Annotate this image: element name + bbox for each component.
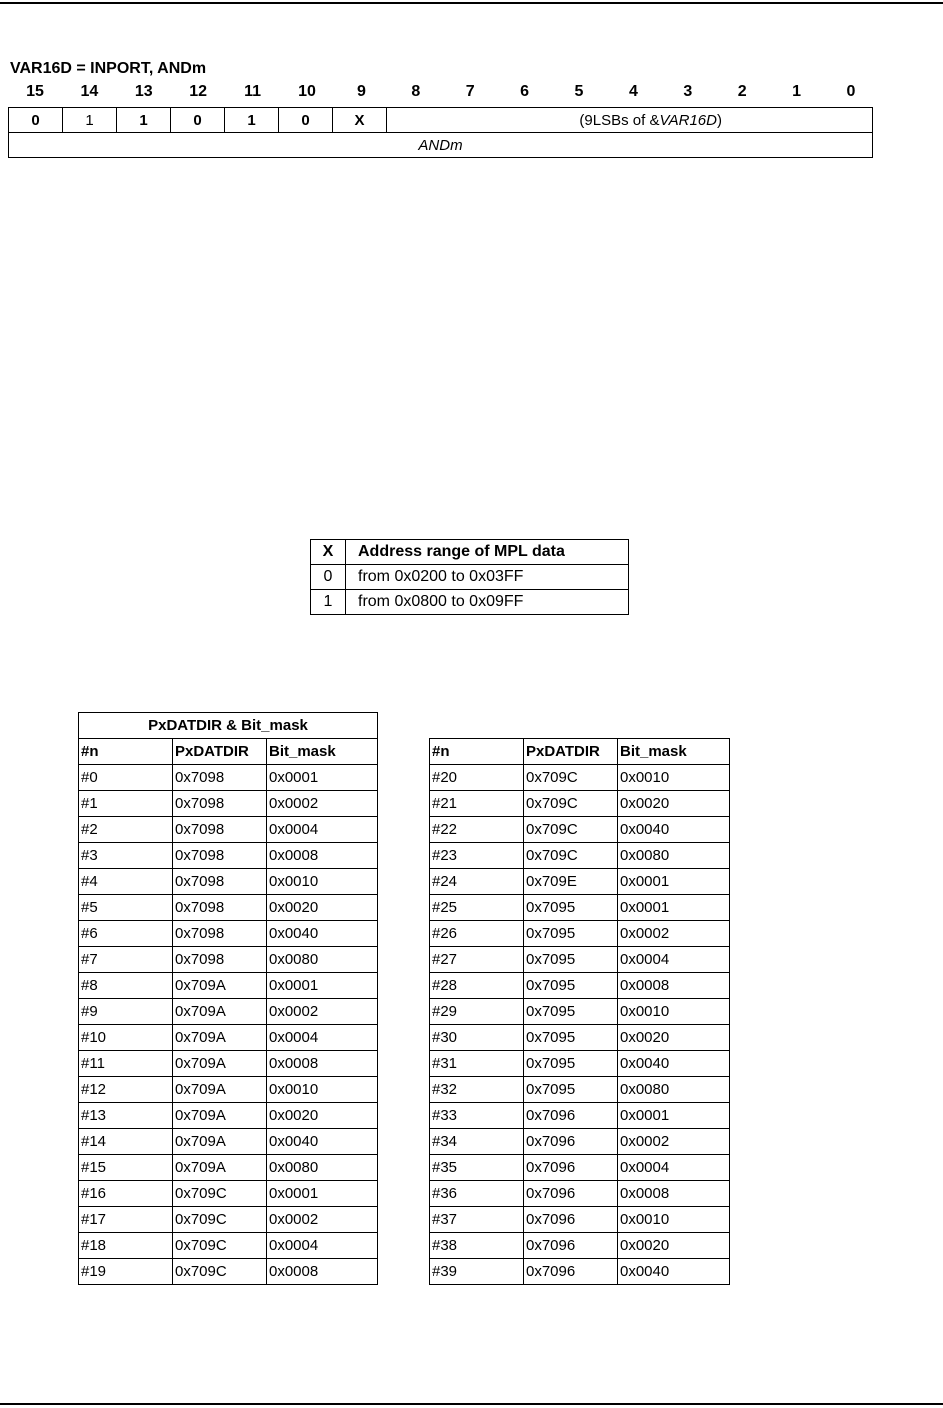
- cell-n: #12: [79, 1077, 173, 1103]
- cell-pxdatdir: 0x709C: [173, 1207, 267, 1233]
- cell-pxdatdir: 0x7095: [524, 1051, 618, 1077]
- cell-bit-mask: 0x0020: [618, 1025, 730, 1051]
- address-range: from 0x0800 to 0x09FF: [346, 590, 629, 615]
- cell-n: #20: [430, 765, 524, 791]
- pxdatdir-right-body: [430, 765, 730, 1285]
- header-bit-mask: Bit_mask: [267, 739, 378, 765]
- cell-n: #6: [79, 921, 173, 947]
- table-row: [79, 1051, 378, 1077]
- cell-n: #29: [430, 999, 524, 1025]
- cell-n: #31: [430, 1051, 524, 1077]
- bit-number: 2: [737, 83, 747, 100]
- table-row: [430, 1051, 730, 1077]
- cell-n: #10: [79, 1025, 173, 1051]
- andm-word: ANDm: [9, 133, 873, 158]
- table-header-row: [430, 739, 730, 765]
- cell-n: #18: [79, 1233, 173, 1259]
- cell-n: #13: [79, 1103, 173, 1129]
- cell-bit-mask: 0x0020: [618, 791, 730, 817]
- bit-number: 9: [356, 83, 366, 100]
- cell-bit-mask: 0x0080: [267, 1155, 378, 1181]
- cell-n: #25: [430, 895, 524, 921]
- cell-bit-mask: 0x0040: [267, 1129, 378, 1155]
- cell-pxdatdir: 0x709A: [173, 1103, 267, 1129]
- cell-pxdatdir: 0x7096: [524, 1103, 618, 1129]
- cell-pxdatdir: 0x7095: [524, 999, 618, 1025]
- cell-bit-mask: 0x0010: [618, 999, 730, 1025]
- table-header-row: [79, 739, 378, 765]
- cell-pxdatdir: 0x709C: [524, 765, 618, 791]
- cell-n: #36: [430, 1181, 524, 1207]
- cell-bit-mask: 0x0001: [267, 1181, 378, 1207]
- cell-bit-mask: 0x0001: [618, 895, 730, 921]
- cell-n: #32: [430, 1077, 524, 1103]
- opcode-word: [9, 108, 873, 133]
- cell-bit-mask: 0x0040: [618, 817, 730, 843]
- cell-pxdatdir: 0x7098: [173, 895, 267, 921]
- table-row: [430, 1207, 730, 1233]
- bit-number: 3: [683, 83, 693, 100]
- bit-number: 8: [411, 83, 421, 100]
- cell-n: #2: [79, 817, 173, 843]
- cell-pxdatdir: 0x7096: [524, 1129, 618, 1155]
- table-row: [430, 895, 730, 921]
- cell-n: #7: [79, 947, 173, 973]
- table-row: [430, 1181, 730, 1207]
- bit-number: 0: [846, 83, 856, 100]
- cell-bit-mask: 0x0080: [267, 947, 378, 973]
- cell-pxdatdir: 0x709C: [524, 791, 618, 817]
- cell-bit-mask: 0x0002: [267, 791, 378, 817]
- cell-pxdatdir: 0x7095: [524, 921, 618, 947]
- table-row: [79, 1077, 378, 1103]
- cell-pxdatdir: 0x709C: [173, 1259, 267, 1285]
- cell-bit-mask: 0x0002: [618, 921, 730, 947]
- x-table-header: [311, 540, 629, 565]
- table-row: [430, 817, 730, 843]
- cell-bit-mask: 0x0002: [618, 1129, 730, 1155]
- cell-pxdatdir: 0x709A: [173, 1025, 267, 1051]
- cell-pxdatdir: 0x709A: [173, 1129, 267, 1155]
- cell-pxdatdir: 0x7096: [524, 1181, 618, 1207]
- table-row: [430, 1077, 730, 1103]
- bit-number-row: [8, 83, 873, 103]
- cell-n: #30: [430, 1025, 524, 1051]
- table-row: [430, 947, 730, 973]
- header-n: #n: [430, 739, 524, 765]
- table-caption: PxDATDIR & Bit_mask: [79, 713, 378, 739]
- table-row: [79, 999, 378, 1025]
- cell-n: #11: [79, 1051, 173, 1077]
- table-row: [79, 1207, 378, 1233]
- cell-bit-mask: 0x0008: [267, 843, 378, 869]
- cell-bit-mask: 0x0001: [267, 765, 378, 791]
- page-bottom-rule: [0, 1403, 943, 1405]
- table-row: [79, 1181, 378, 1207]
- cell-pxdatdir: 0x7098: [173, 921, 267, 947]
- cell-pxdatdir: 0x7095: [524, 973, 618, 999]
- second-word: [9, 133, 873, 158]
- table-row: [79, 765, 378, 791]
- cell-n: #1: [79, 791, 173, 817]
- cell-pxdatdir: 0x7098: [173, 843, 267, 869]
- bit-number: 14: [80, 83, 99, 100]
- opcode-bit-14: 1: [63, 108, 117, 133]
- address-field-var: VAR16D: [659, 111, 717, 129]
- cell-bit-mask: 0x0080: [618, 1077, 730, 1103]
- cell-bit-mask: 0x0010: [267, 869, 378, 895]
- x-address-range-table: [310, 539, 629, 615]
- cell-n: #23: [430, 843, 524, 869]
- cell-n: #16: [79, 1181, 173, 1207]
- bit-number: 6: [520, 83, 530, 100]
- cell-n: #5: [79, 895, 173, 921]
- address-range: from 0x0200 to 0x03FF: [346, 565, 629, 590]
- cell-n: #8: [79, 973, 173, 999]
- cell-bit-mask: 0x0004: [267, 817, 378, 843]
- table-row: [79, 1259, 378, 1285]
- table-row: [79, 921, 378, 947]
- cell-pxdatdir: 0x709C: [173, 1233, 267, 1259]
- cell-pxdatdir: 0x7096: [524, 1259, 618, 1285]
- bit-number: 4: [628, 83, 638, 100]
- table-row: [79, 843, 378, 869]
- table-row: [430, 1103, 730, 1129]
- cell-pxdatdir: 0x7095: [524, 1077, 618, 1103]
- cell-bit-mask: 0x0010: [618, 1207, 730, 1233]
- table-row: [430, 791, 730, 817]
- table-row: [79, 1155, 378, 1181]
- x-header-range: Address range of MPL data: [346, 540, 629, 565]
- cell-bit-mask: 0x0001: [618, 1103, 730, 1129]
- page-top-rule: [0, 2, 943, 4]
- table-row: [79, 1129, 378, 1155]
- header-pxdatdir: PxDATDIR: [524, 739, 618, 765]
- instruction-title: VAR16D = INPORT, ANDm: [10, 60, 207, 77]
- table-row: [430, 765, 730, 791]
- cell-pxdatdir: 0x7098: [173, 791, 267, 817]
- table-row: [79, 1233, 378, 1259]
- cell-pxdatdir: 0x709E: [524, 869, 618, 895]
- cell-bit-mask: 0x0010: [618, 765, 730, 791]
- cell-n: #35: [430, 1155, 524, 1181]
- table-row: [79, 1103, 378, 1129]
- cell-n: #0: [79, 765, 173, 791]
- bit-number: 13: [134, 83, 153, 100]
- table-row: [430, 869, 730, 895]
- bit-number: 15: [26, 83, 44, 100]
- pxdatdir-table-left: [78, 712, 378, 1285]
- cell-bit-mask: 0x0001: [267, 973, 378, 999]
- table-caption-row: [79, 713, 378, 739]
- table-row: [430, 1233, 730, 1259]
- address-field-suffix: ): [717, 111, 722, 129]
- cell-bit-mask: 0x0004: [267, 1233, 378, 1259]
- table-row: [79, 1025, 378, 1051]
- table-row: [430, 999, 730, 1025]
- cell-n: #26: [430, 921, 524, 947]
- cell-bit-mask: 0x0010: [267, 1077, 378, 1103]
- opcode-bit-15: 0: [9, 108, 63, 133]
- cell-n: #9: [79, 999, 173, 1025]
- cell-bit-mask: 0x0008: [267, 1259, 378, 1285]
- pxdatdir-table-right: [429, 738, 730, 1285]
- cell-bit-mask: 0x0020: [618, 1233, 730, 1259]
- header-pxdatdir: PxDATDIR: [173, 739, 267, 765]
- table-row: [430, 1155, 730, 1181]
- opcode-bit-10: 0: [279, 108, 333, 133]
- cell-n: #22: [430, 817, 524, 843]
- cell-n: #14: [79, 1129, 173, 1155]
- table-row: [79, 947, 378, 973]
- cell-n: #15: [79, 1155, 173, 1181]
- cell-bit-mask: 0x0001: [618, 869, 730, 895]
- cell-bit-mask: 0x0002: [267, 999, 378, 1025]
- cell-bit-mask: 0x0020: [267, 895, 378, 921]
- cell-pxdatdir: 0x709A: [173, 973, 267, 999]
- table-row: [430, 1129, 730, 1155]
- address-field-prefix: (9LSBs of &: [579, 111, 660, 129]
- table-row: [79, 973, 378, 999]
- table-row: [311, 565, 629, 590]
- cell-pxdatdir: 0x7098: [173, 869, 267, 895]
- cell-bit-mask: 0x0004: [618, 947, 730, 973]
- table-row: [430, 843, 730, 869]
- cell-pxdatdir: 0x709A: [173, 1155, 267, 1181]
- header-n: #n: [79, 739, 173, 765]
- pxdatdir-left-body: [79, 765, 378, 1285]
- table-row: [311, 590, 629, 615]
- cell-pxdatdir: 0x709A: [173, 999, 267, 1025]
- cell-n: #4: [79, 869, 173, 895]
- table-row: [430, 973, 730, 999]
- x-value: 1: [311, 590, 346, 615]
- cell-n: #27: [430, 947, 524, 973]
- table-row: [79, 895, 378, 921]
- bit-number: 11: [244, 83, 262, 100]
- table-row: [430, 1025, 730, 1051]
- cell-n: #28: [430, 973, 524, 999]
- cell-n: #38: [430, 1233, 524, 1259]
- cell-pxdatdir: 0x7096: [524, 1155, 618, 1181]
- cell-pxdatdir: 0x709A: [173, 1051, 267, 1077]
- cell-pxdatdir: 0x7095: [524, 1025, 618, 1051]
- cell-pxdatdir: 0x709A: [173, 1077, 267, 1103]
- opcode-bit-9-x: X: [333, 108, 387, 133]
- cell-pxdatdir: 0x7096: [524, 1233, 618, 1259]
- cell-bit-mask: 0x0002: [267, 1207, 378, 1233]
- header-bit-mask: Bit_mask: [618, 739, 730, 765]
- bit-number: 10: [298, 83, 316, 100]
- table-row: [79, 869, 378, 895]
- cell-n: #3: [79, 843, 173, 869]
- cell-bit-mask: 0x0004: [267, 1025, 378, 1051]
- bit-number: 5: [574, 83, 584, 100]
- cell-pxdatdir: 0x7098: [173, 765, 267, 791]
- cell-pxdatdir: 0x7098: [173, 817, 267, 843]
- x-header-x: X: [311, 540, 346, 565]
- cell-n: #17: [79, 1207, 173, 1233]
- table-row: [79, 817, 378, 843]
- cell-bit-mask: 0x0040: [618, 1259, 730, 1285]
- cell-bit-mask: 0x0008: [267, 1051, 378, 1077]
- cell-pxdatdir: 0x709C: [524, 817, 618, 843]
- cell-pxdatdir: 0x709C: [173, 1181, 267, 1207]
- bit-number: 7: [465, 83, 475, 100]
- cell-bit-mask: 0x0020: [267, 1103, 378, 1129]
- cell-n: #19: [79, 1259, 173, 1285]
- cell-pxdatdir: 0x7098: [173, 947, 267, 973]
- cell-n: #37: [430, 1207, 524, 1233]
- opcode-bit-11: 1: [225, 108, 279, 133]
- opcode-bit-12: 0: [171, 108, 225, 133]
- address-field: [387, 108, 873, 133]
- bit-number: 1: [792, 83, 802, 100]
- bit-number: 12: [189, 83, 208, 100]
- x-value: 0: [311, 565, 346, 590]
- cell-pxdatdir: 0x7095: [524, 947, 618, 973]
- cell-n: #24: [430, 869, 524, 895]
- cell-n: #39: [430, 1259, 524, 1285]
- cell-bit-mask: 0x0080: [618, 843, 730, 869]
- opcode-bit-13: 1: [117, 108, 171, 133]
- table-row: [430, 921, 730, 947]
- cell-pxdatdir: 0x7095: [524, 895, 618, 921]
- cell-n: #34: [430, 1129, 524, 1155]
- cell-n: #21: [430, 791, 524, 817]
- cell-n: #33: [430, 1103, 524, 1129]
- table-row: [430, 1259, 730, 1285]
- table-row: [79, 791, 378, 817]
- cell-pxdatdir: 0x7096: [524, 1207, 618, 1233]
- instruction-encoding: [8, 107, 873, 158]
- cell-bit-mask: 0x0004: [618, 1155, 730, 1181]
- cell-bit-mask: 0x0040: [618, 1051, 730, 1077]
- cell-pxdatdir: 0x709C: [524, 843, 618, 869]
- cell-bit-mask: 0x0008: [618, 1181, 730, 1207]
- cell-bit-mask: 0x0008: [618, 973, 730, 999]
- cell-bit-mask: 0x0040: [267, 921, 378, 947]
